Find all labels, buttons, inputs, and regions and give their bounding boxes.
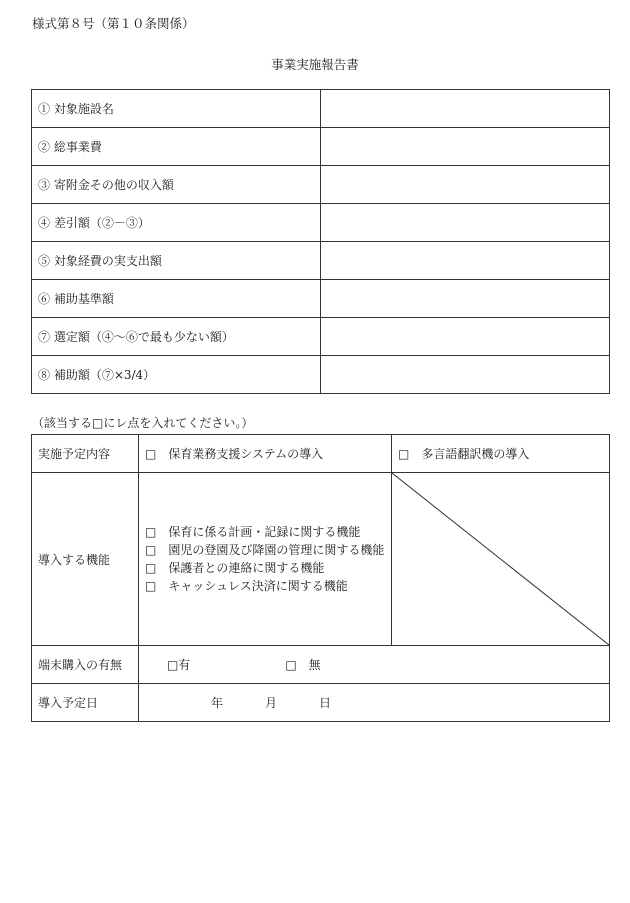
form-number: 様式第８号（第１０条関係） <box>32 16 195 31</box>
table-row <box>32 356 610 394</box>
row-label-donations: ③ 寄附金その他の収入額 <box>32 166 321 204</box>
table-row <box>32 435 610 473</box>
function-option-planning[interactable]: □ 保育に係る計画・記録に関する機能 <box>145 525 361 539</box>
row-label-standard-amount: ⑥ 補助基準額 <box>32 280 321 318</box>
row-value-actual-expense[interactable] <box>321 242 610 280</box>
row-value-standard-amount[interactable] <box>321 280 610 318</box>
detail-table <box>31 434 610 722</box>
function-option-attendance[interactable]: □ 園児の登園及び降園の管理に関する機能 <box>145 543 385 557</box>
table-row <box>32 684 610 722</box>
not-applicable-cell <box>392 473 610 646</box>
function-option-cashless[interactable]: □ キャッシュレス決済に関する機能 <box>145 579 348 593</box>
date-label: 導入予定日 <box>32 684 139 722</box>
terminal-options-cell <box>139 646 610 684</box>
table-row <box>32 318 610 356</box>
plan-option-translator[interactable]: □ 多言語翻訳機の導入 <box>392 435 610 473</box>
checkbox-note: （該当する□にレ点を入れてください。） <box>32 416 254 430</box>
functions-cell <box>139 473 392 646</box>
plan-option-childcare-system[interactable]: □ 保育業務支援システムの導入 <box>139 435 392 473</box>
row-label-facility-name: ① 対象施設名 <box>32 90 321 128</box>
summary-table <box>31 89 610 394</box>
functions-label: 導入する機能 <box>32 473 139 646</box>
table-row <box>32 204 610 242</box>
table-row <box>32 166 610 204</box>
row-label-subsidy-amount: ⑧ 補助額（⑦×3/4） <box>32 356 321 394</box>
table-row <box>32 646 610 684</box>
row-label-selected-amount: ⑦ 選定額（④～⑥で最も少ない額） <box>32 318 321 356</box>
row-value-total-cost[interactable] <box>321 128 610 166</box>
row-label-actual-expense: ⑤ 対象経費の実支出額 <box>32 242 321 280</box>
date-month: 月 <box>265 696 278 710</box>
table-row <box>32 128 610 166</box>
table-row <box>32 280 610 318</box>
function-option-parent-contact[interactable]: □ 保護者との連絡に関する機能 <box>145 561 325 575</box>
table-row <box>32 90 610 128</box>
row-label-difference: ④ 差引額（②－③） <box>32 204 321 242</box>
terminal-yes-option[interactable]: □有 <box>167 658 191 672</box>
date-year: 年 <box>211 696 224 710</box>
functions-list <box>145 523 391 595</box>
row-value-donations[interactable] <box>321 166 610 204</box>
table-row <box>32 242 610 280</box>
row-value-difference[interactable] <box>321 204 610 242</box>
terminal-no-option[interactable]: □ 無 <box>285 658 321 672</box>
row-value-facility-name[interactable] <box>321 90 610 128</box>
table-row <box>32 473 610 646</box>
date-cell[interactable] <box>139 684 610 722</box>
plan-label: 実施予定内容 <box>32 435 139 473</box>
row-value-selected-amount[interactable] <box>321 318 610 356</box>
terminal-label: 端末購入の有無 <box>32 646 139 684</box>
diagonal-line <box>392 473 609 645</box>
date-day: 日 <box>319 696 332 710</box>
row-value-subsidy-amount[interactable] <box>321 356 610 394</box>
row-label-total-cost: ② 総事業費 <box>32 128 321 166</box>
document-title: 事業実施報告書 <box>271 57 359 72</box>
